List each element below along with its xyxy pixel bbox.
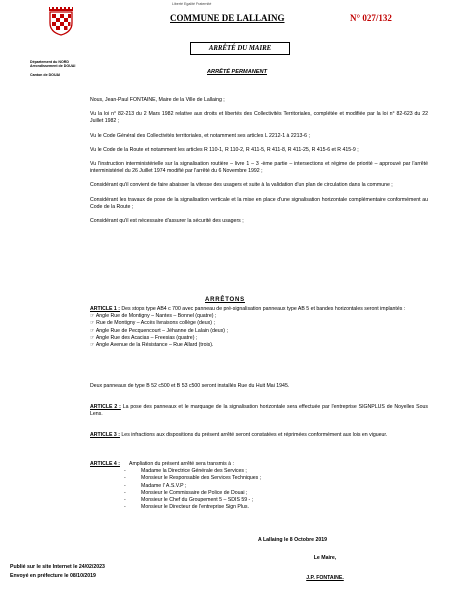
list-item: - Monsieur le Commissaire de Police de Douai ; [141,490,428,497]
article-text: Ampliation du présent arrêté sera transmis à : [128,461,234,467]
list-item: ☞ Angle Rue de Montigny – Nantes – Bonnel (quatre) ; [90,313,217,320]
commune-title: COMMUNE DE LALLAING [170,13,285,23]
article-label: ARTICLE 4 : [90,461,120,467]
article-label: ARTICLE 2 : [90,404,121,410]
arrondissement-label: Arrondissement de DOUAI [30,64,76,69]
article-1-extra: Deux panneaux de type B 52 c500 et B 53 c500 seront installés Rue du Huit Mai 1945. [90,383,290,389]
visa-paragraph: Vu l'instruction interministérielle sur la signalisation routière – livre 1 – 3 -ème partie – intersections et régime de priorité – approuvé par l'arrêté interministériel du 26 Juillet 1974 modifié par l'arrêté du 6 Novembre 1992 ; [90,161,428,175]
list-item: ☞ Rue de Montigny – Accès livraisons collège (deux) ; [90,320,215,327]
intro-paragraph: Nous, Jean-Paul FONTAINE, Maire de la Ville de Lallaing ; [90,97,225,103]
department-label: Département du NORD [30,60,69,64]
list-item: - Madame la Directrice Générale des Services ; [141,468,428,475]
article-2 [90,404,428,418]
administrative-info [30,60,90,69]
arretons-heading: ARRÊTONS [205,297,245,303]
canton-label: Canton de DOUAI [30,73,61,77]
list-item: ☞ Angle Rue des Acacias – Freesias (quatre) ; [90,334,198,341]
pointing-hand-icon: ☞ [90,342,96,349]
signatory-name: J.P. FONTAINE. [306,575,344,581]
arrete-type-label: ARRÊTÉ PERMANENT [207,69,267,75]
list-item: - Monsieur le Directeur de l'entreprise Sign Plus. [141,504,428,511]
article-3 [90,432,428,439]
pointing-hand-icon: ☞ [90,313,96,320]
pointing-hand-icon: ☞ [90,334,96,341]
considerant-paragraph: Considérant qu'il est nécessaire d'assurer la sécurité des usagers ; [90,218,244,225]
republic-motto: Liberté Egalité Fraternité [172,2,212,6]
pointing-hand-icon: ☞ [90,327,96,334]
bullet-list [90,313,428,349]
list-item: - Monsieur le Responsable des Services Techniques ; [141,475,428,482]
considerant-paragraph: Considérant qu'il convient de faire abaisser la vitesse des usagers et suite à la validation d'un plan de circulation dans la commune ; [90,182,393,189]
article-1 [90,306,428,349]
considerations-block [90,97,428,232]
recipient-list [90,468,428,511]
arrete-number: N° 027/132 [350,13,392,23]
list-item: - Monsieur le Chef du Groupement 5 – SDIS 59 - ; [141,497,428,504]
signatory-title: Le Maire, [313,555,337,561]
arrete-du-maire-box: ARRÊTÉ DU MAIRE [190,42,290,55]
article-label: ARTICLE 3 : [90,432,120,438]
pointing-hand-icon: ☞ [90,320,97,327]
visa-paragraph: Vu la loi n° 82-213 du 2 Mars 1982 relative aux droits et libertés des Collectivités Territoriales, complétée et modifiée par la loi n° 82-623 du 22 Juillet 1982 ; [90,111,428,125]
prefecture-date: Envoyé en préfecture le 08/10/2019 [10,573,96,579]
visa-paragraph: Vu le Code de la Route et notamment les articles R 110-1, R 110-2, R 411-5, R 411-8, R 411-25, R 415-6 et R 415-9 ; [90,146,359,153]
list-item: ☞ Angle Rue de Pecquencourt – Jéhanne de Lalain (deux) ; [90,327,228,334]
article-label: ARTICLE 1 : [90,306,120,312]
list-item: - Madame l' A.S.V.P ; [141,483,428,490]
article-text: Des stops type AB4 c 700 avec panneau de pré-signalisation panneaux type AB 5 et bandes horizontales seront implantés : [119,306,406,312]
city-crest-logo [47,6,75,36]
list-item: ☞ Angle Avenue de la Résistance – Rue Allard (trois). [90,342,214,349]
article-text: Les infractions aux dispositions du présent arrêté seront constatées et réprimées conformément aux lois en vigueur. [119,432,388,438]
considerant-paragraph: Considérant les travaux de pose de la signalisation verticale et la mise en place d'une signalisation horizontale complémentaire conformément au Code de la Route ; [90,196,428,210]
place-date: A Lallaing le 8 Octobre 2019 [258,537,327,543]
visa-paragraph: Vu le Code Général des Collectivités territoriales, et notamment ses articles L 2212-1 à 2213-6 ; [90,132,310,139]
article-4 [90,461,428,511]
publication-date: Publié sur le site Internet le 24/02/2023 [10,564,105,570]
article-text: La pose des panneaux et le marquage de la signalisation horizontale sera effectuée par l'entreprise SIGNPLUS de Noyelles Sous Lens. [90,404,428,418]
